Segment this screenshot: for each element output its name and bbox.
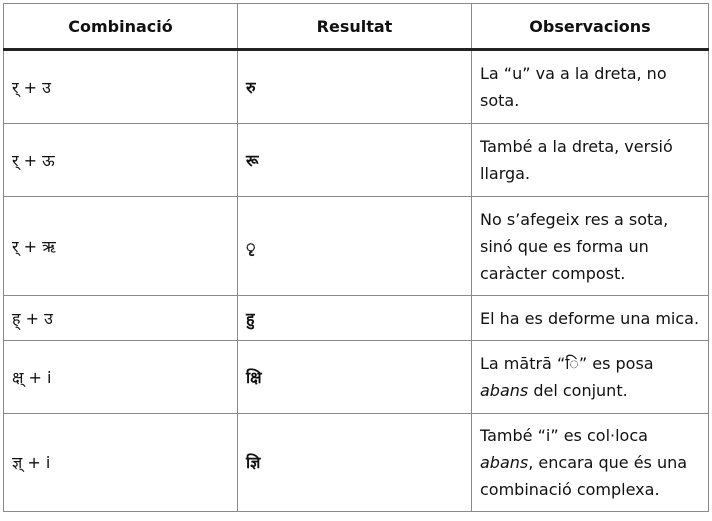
combination-cell: र् + ऊ: [4, 124, 238, 197]
result-cell: ृ: [238, 197, 472, 296]
observation-text: També “i” es col·loca: [480, 426, 648, 445]
result-cell: हु: [238, 296, 472, 341]
combination-cell: ज्ञ् + i: [4, 414, 238, 512]
observation-emphasis: abans: [480, 453, 529, 472]
result-cell: ज्ञि: [238, 414, 472, 512]
header-row: [4, 4, 709, 50]
observation-cell: [472, 341, 709, 414]
table-row: [4, 341, 709, 414]
table-row: [4, 124, 709, 197]
table-row: [4, 296, 709, 341]
combination-cell: ह् + उ: [4, 296, 238, 341]
combination-cell: क्ष् + i: [4, 341, 238, 414]
header-combination: Combinació: [4, 4, 238, 50]
result-cell: रू: [238, 124, 472, 197]
observation-text: La mātrā “ि” es posa: [480, 354, 654, 373]
combination-table: [3, 3, 709, 512]
result-cell: रु: [238, 50, 472, 124]
observation-cell: La “u” va a la dreta, no sota.: [472, 50, 709, 124]
header-observations: Observacions: [472, 4, 709, 50]
table-row: [4, 414, 709, 512]
table-row: [4, 197, 709, 296]
observation-text: del conjunt.: [528, 381, 628, 400]
observation-cell: També a la dreta, versió llarga.: [472, 124, 709, 197]
header-result: Resultat: [238, 4, 472, 50]
observation-cell: No s’afegeix res a sota, sinó que es forma un caràcter compost.: [472, 197, 709, 296]
combination-cell: र् + उ: [4, 50, 238, 124]
observation-text: , encara que és una combinació complexa.: [480, 453, 688, 499]
observation-cell: [472, 414, 709, 512]
table-row: [4, 50, 709, 124]
result-cell: क्षि: [238, 341, 472, 414]
observation-emphasis: abans: [480, 381, 529, 400]
observation-cell: El ha es deforme una mica.: [472, 296, 709, 341]
combination-cell: र् + ऋ: [4, 197, 238, 296]
